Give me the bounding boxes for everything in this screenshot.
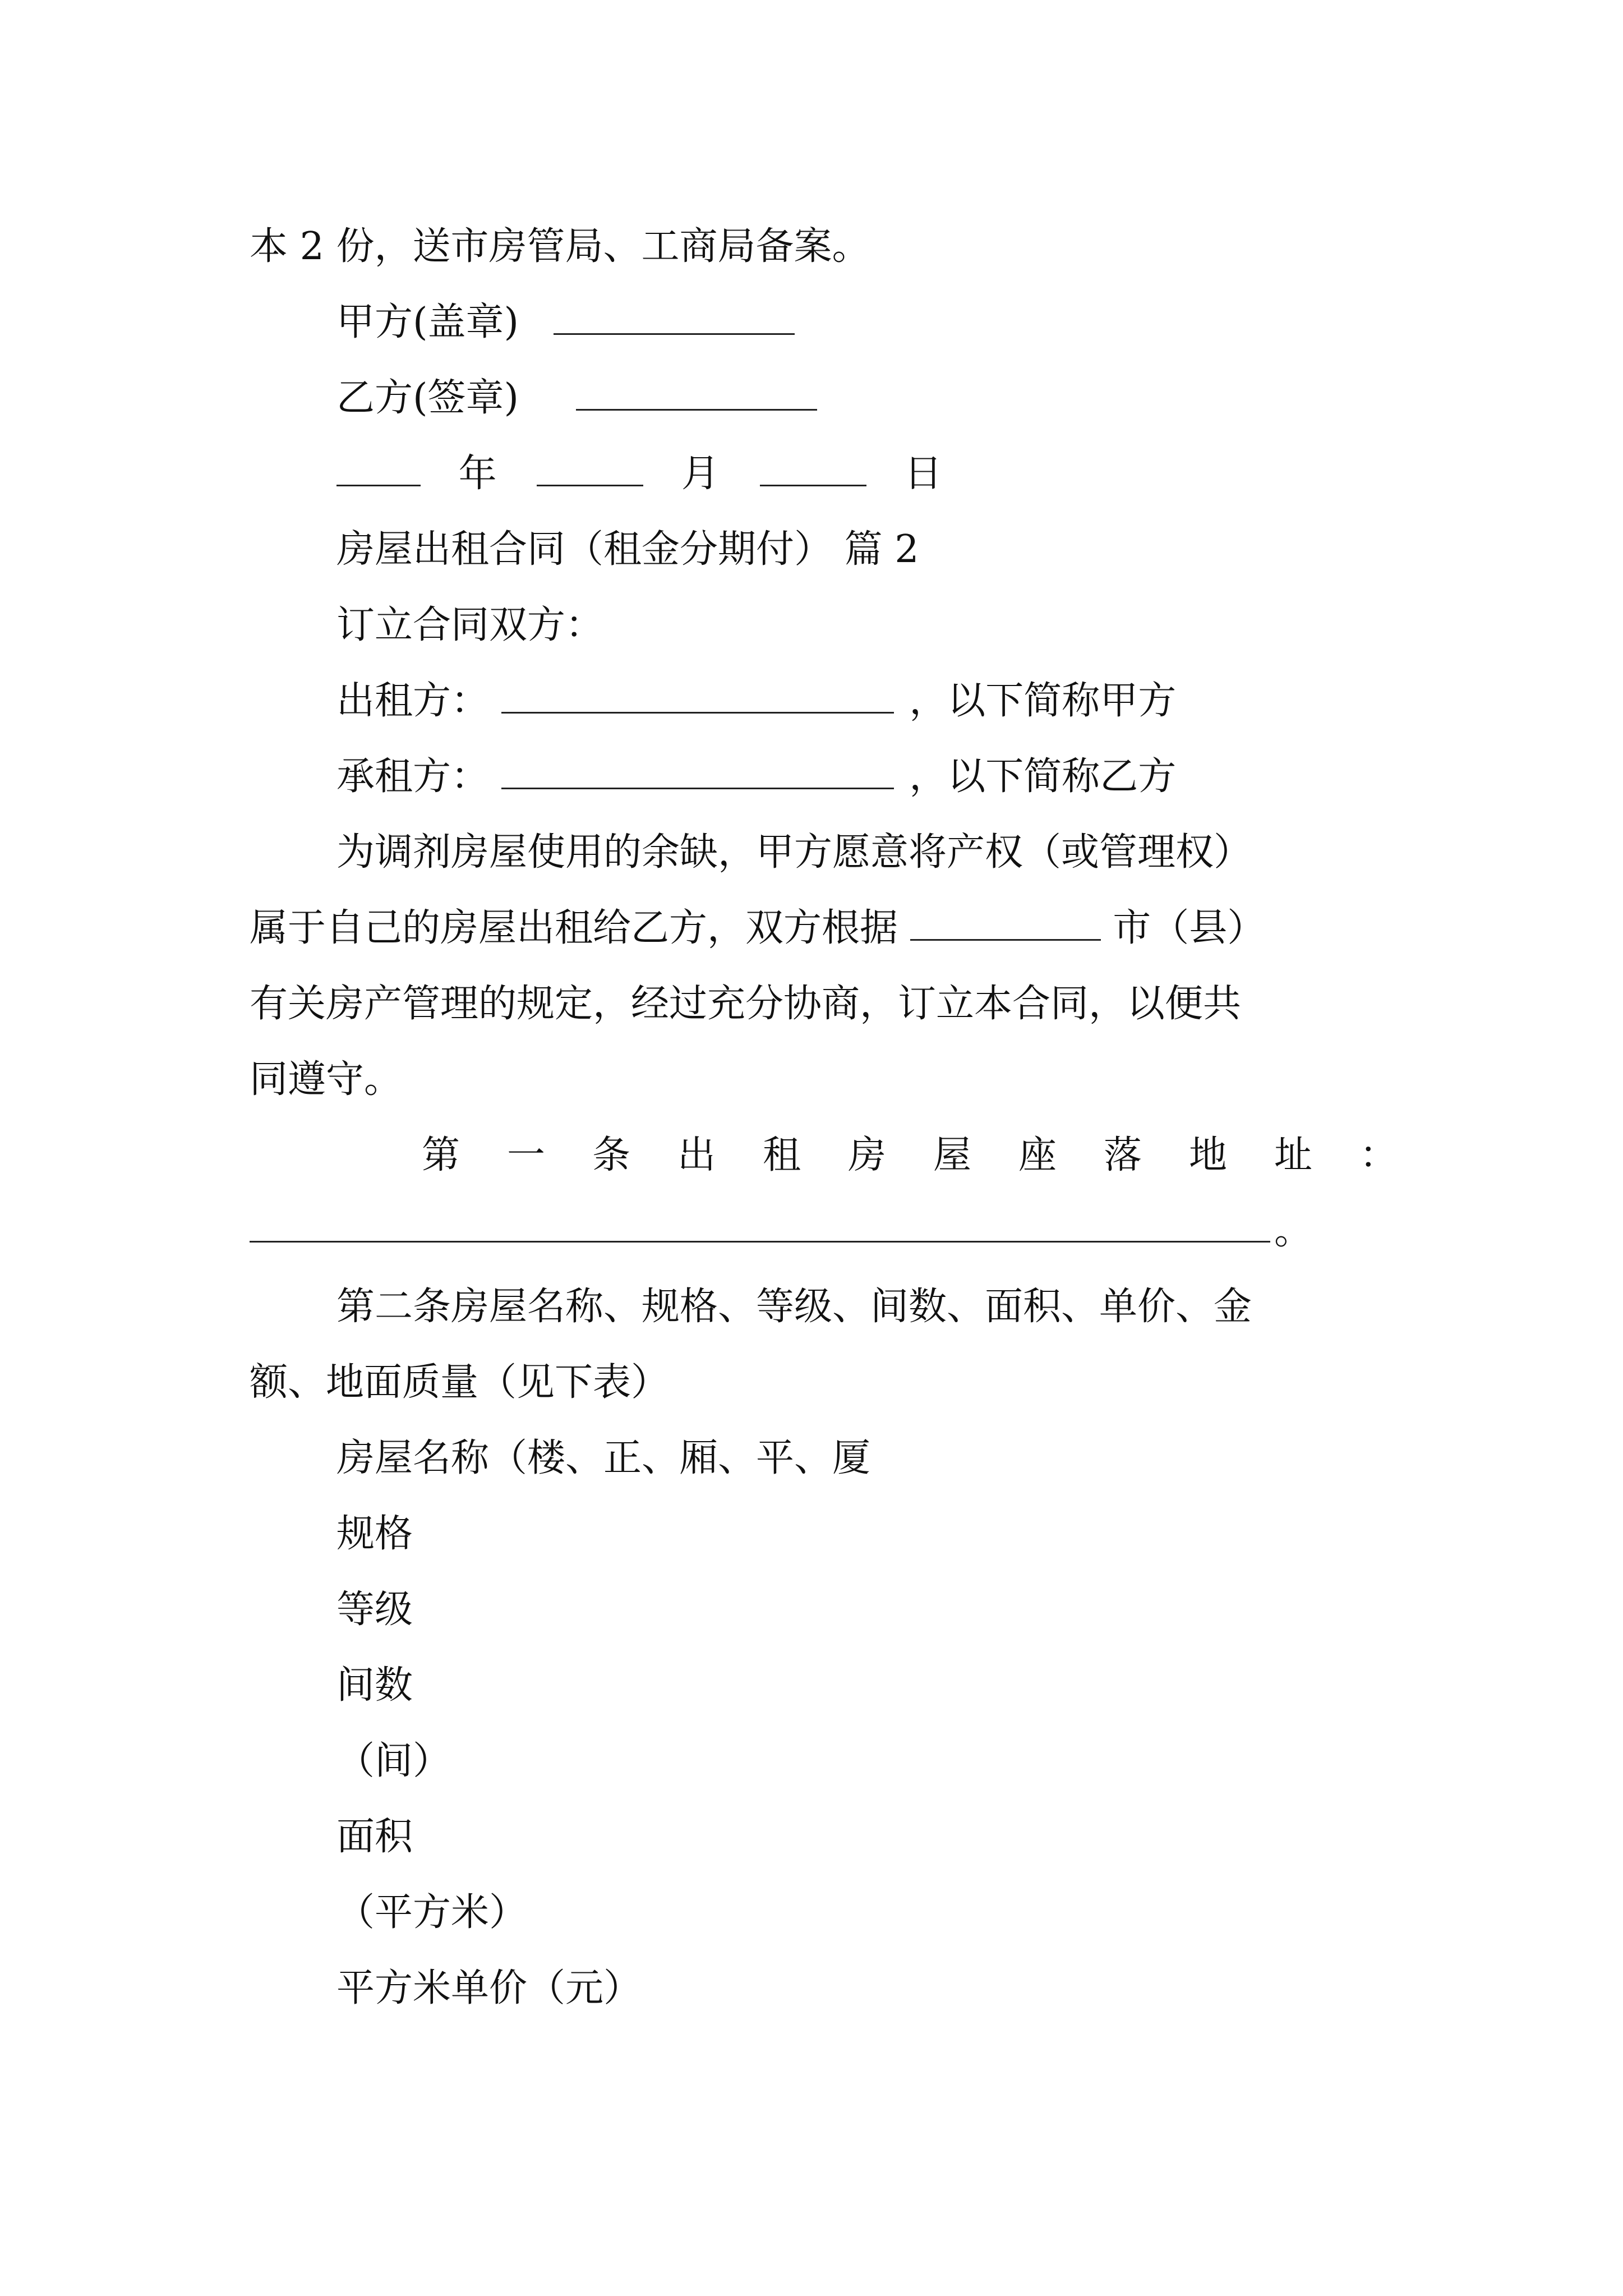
day-label: 日 xyxy=(904,452,943,496)
party-a-seal-line xyxy=(336,297,798,348)
lessor-label: 出租方： xyxy=(336,679,490,723)
month-blank[interactable] xyxy=(537,451,643,486)
lessor-line xyxy=(336,676,1176,726)
paragraph-line: 同遵守。 xyxy=(250,1057,403,1102)
text-line: 本 2 份，送市房管局、工商局备案。 xyxy=(250,224,870,269)
lessee-line xyxy=(336,752,1176,802)
article-1-heading xyxy=(422,1130,1445,1181)
address-blank[interactable] xyxy=(250,1241,1270,1243)
date-line xyxy=(336,449,942,499)
article-2-line: 额、地面质量（见下表） xyxy=(250,1360,670,1405)
table-item: 房屋名称（楼、正、厢、平、厦 xyxy=(336,1436,871,1480)
paragraph-text: 属于自己的房屋出租给乙方，双方根据 xyxy=(250,906,898,950)
lessee-name-blank[interactable] xyxy=(501,754,894,789)
table-item: 等级 xyxy=(336,1588,413,1632)
party-a-seal-blank[interactable] xyxy=(554,300,795,335)
lessor-suffix: ，以下简称甲方 xyxy=(909,679,1177,723)
party-b-sign-label: 乙方(签章) xyxy=(336,376,519,420)
year-label: 年 xyxy=(458,452,497,496)
day-blank[interactable] xyxy=(760,451,866,486)
table-item: 间数 xyxy=(336,1663,413,1708)
lessee-suffix: ，以下简称乙方 xyxy=(909,754,1177,799)
table-item: （间） xyxy=(336,1739,451,1783)
parties-heading: 订立合同双方： xyxy=(336,603,604,647)
paragraph-line: 有关房产管理的规定，经过充分协商，订立本合同，以便共 xyxy=(250,982,1242,1026)
year-blank[interactable] xyxy=(336,451,421,486)
city-blank[interactable] xyxy=(910,905,1101,941)
table-item: 规格 xyxy=(336,1512,413,1556)
article-1-end: 。 xyxy=(1274,1209,1313,1253)
table-item: （平方米） xyxy=(336,1890,528,1935)
article-1-text: 第一条出租房屋座落地址： xyxy=(422,1133,1445,1177)
month-label: 月 xyxy=(681,452,720,496)
contract-title: 房屋出租合同（租金分期付） 篇 2 xyxy=(336,527,919,572)
paragraph-text: 市（县） xyxy=(1113,906,1266,950)
table-item: 平方米单价（元） xyxy=(336,1966,642,2010)
paragraph-line xyxy=(250,903,1265,954)
party-a-seal-label: 甲方(盖章) xyxy=(336,300,519,344)
party-b-sign-blank[interactable] xyxy=(576,375,817,411)
party-b-sign-line xyxy=(336,373,820,424)
lessee-label: 承租方： xyxy=(336,754,490,799)
lessor-name-blank[interactable] xyxy=(501,678,894,714)
article-2-line: 第二条房屋名称、规格、等级、间数、面积、单价、金 xyxy=(336,1285,1252,1329)
table-item: 面积 xyxy=(336,1815,413,1859)
paragraph-line: 为调剂房屋使用的余缺，甲方愿意将产权（或管理权） xyxy=(336,830,1252,875)
